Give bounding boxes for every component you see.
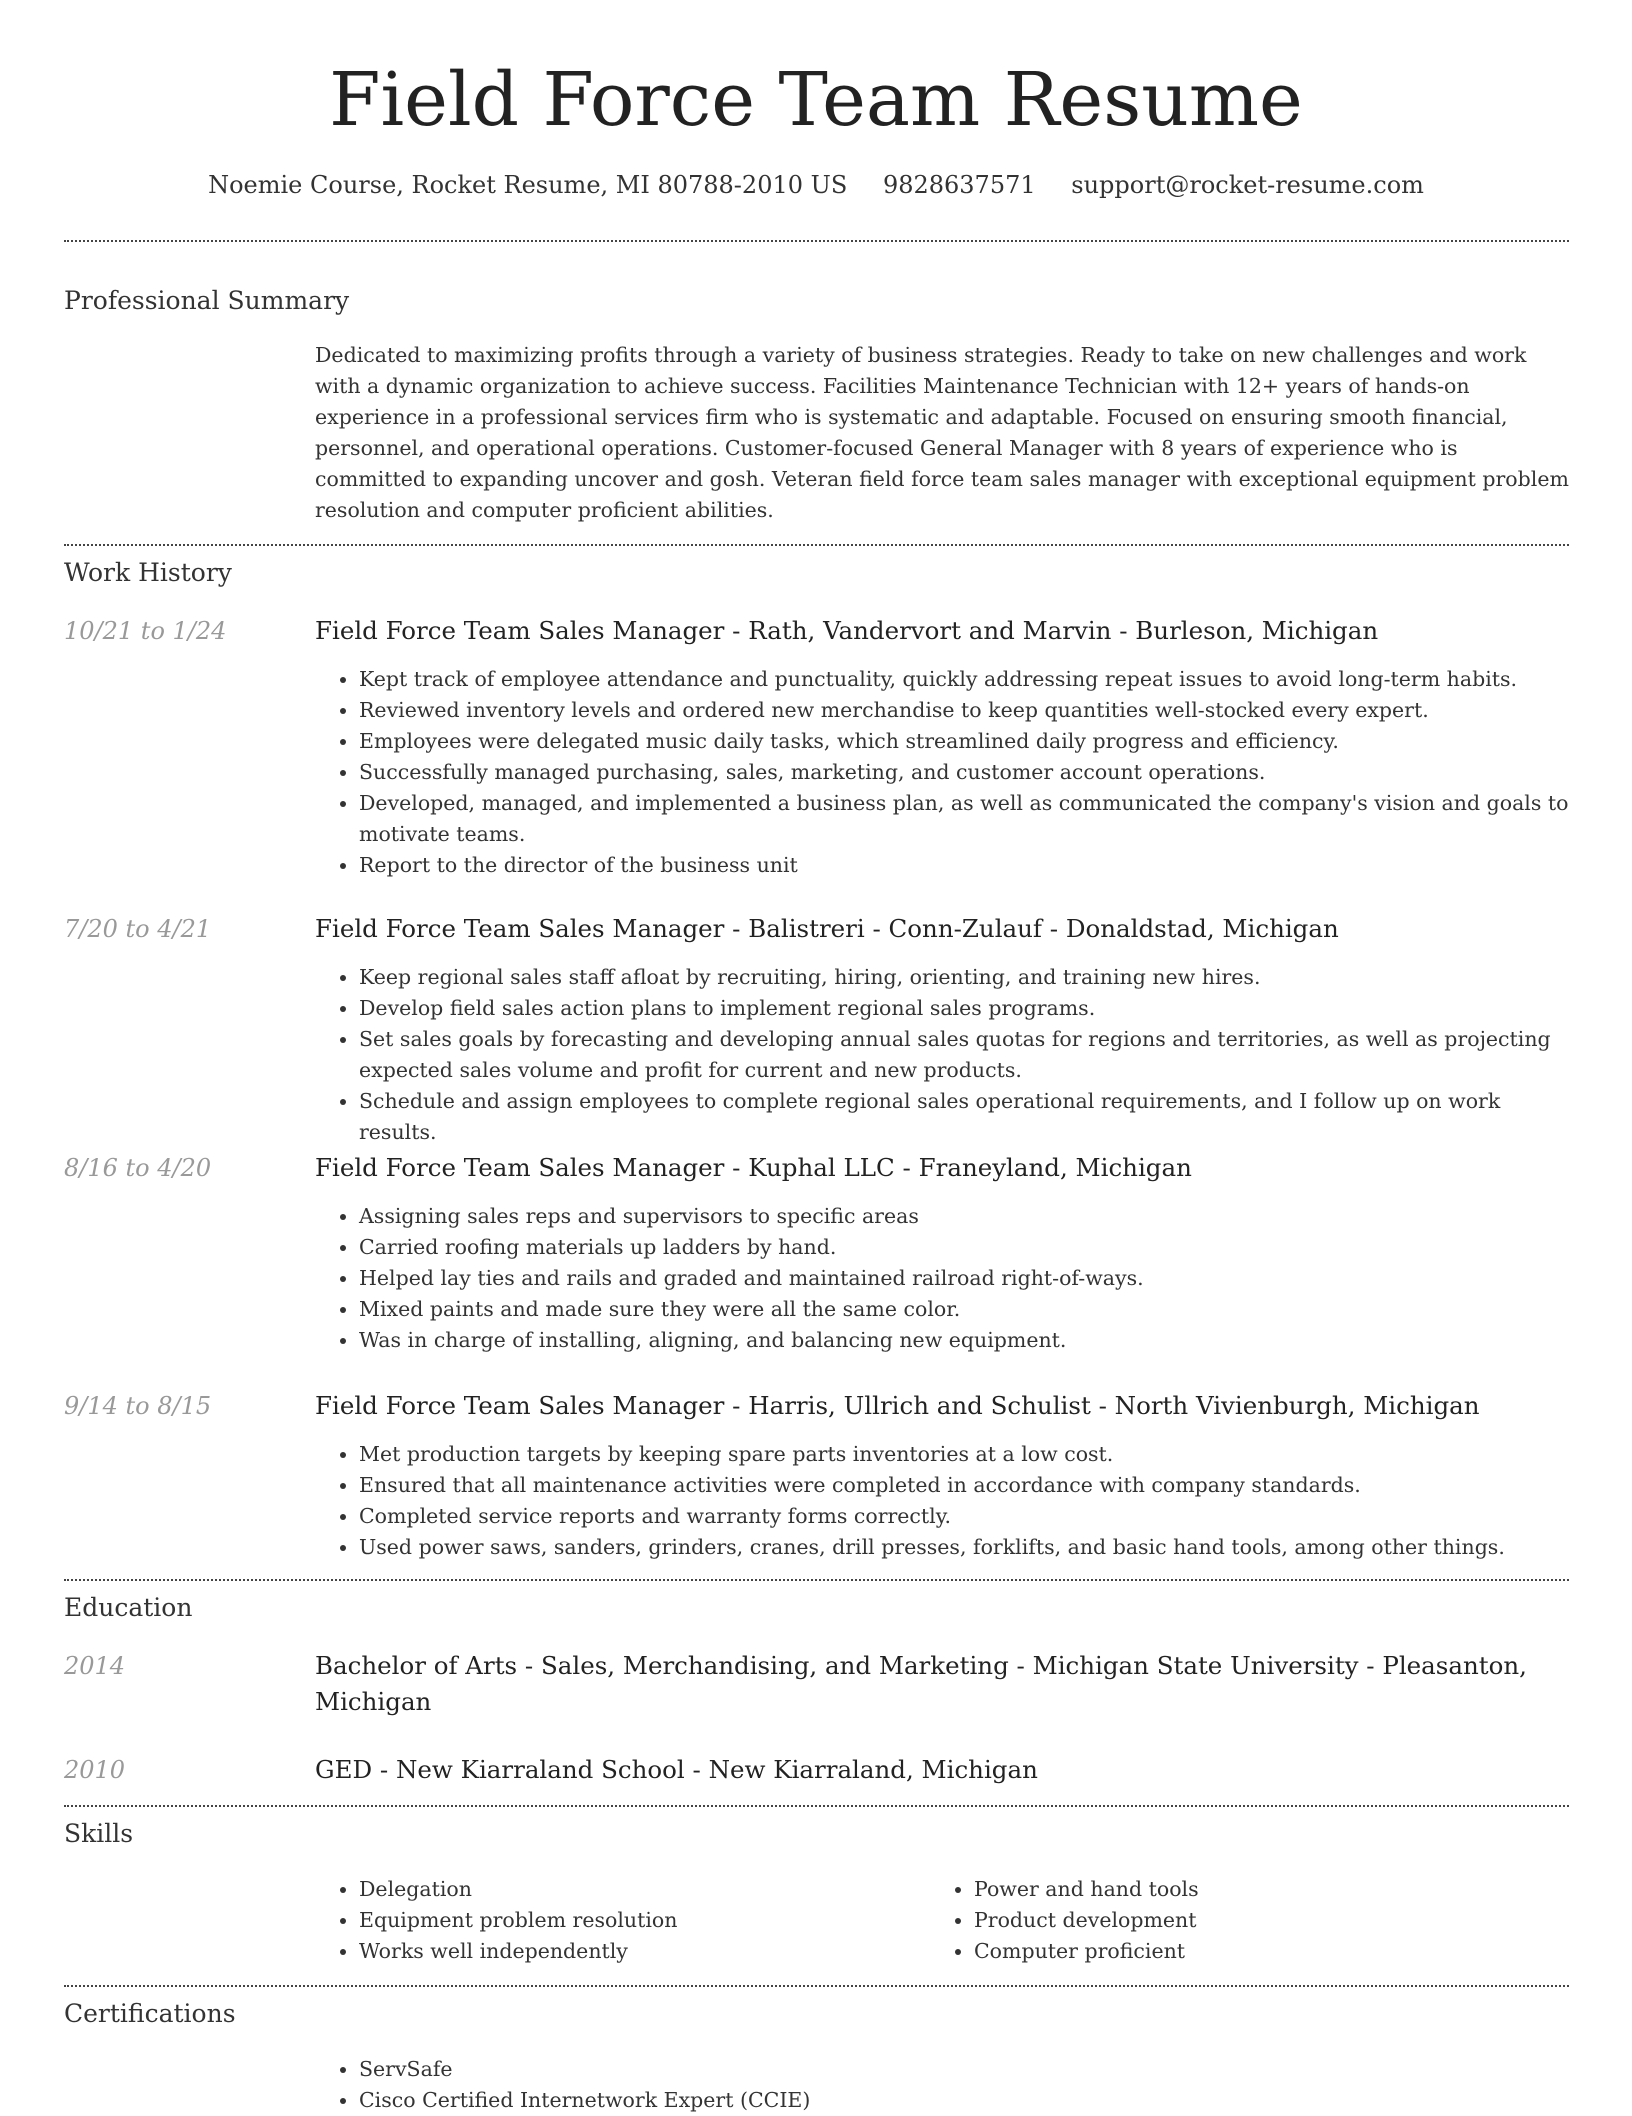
section-divider (64, 240, 1569, 242)
education-year: 2010 (64, 1756, 126, 1784)
job-bullet: • Completed service reports and warranty forms correctly. (359, 1501, 1570, 1532)
job-bullet: • Used power saws, sanders, grinders, cranes, drill presses, forklifts, and basic hand tools, among other things. (359, 1532, 1570, 1563)
job-bullet: • Set sales goals by forecasting and developing annual sales quotas for regions and territories, as well as projecting expected sales volume and profit for current and new products. (359, 1024, 1570, 1086)
education-heading: Education (64, 1593, 193, 1622)
skill-item: • Product development (974, 1905, 1550, 1936)
job-dates: 10/21 to 1/24 (64, 617, 227, 645)
job-bullet: • Met production targets by keeping spare parts inventories at a low cost. (359, 1439, 1570, 1470)
contact-line (0, 168, 1632, 202)
skill-item: • Power and hand tools (974, 1874, 1550, 1905)
education-entry: GED - New Kiarraland School - New Kiarraland, Michigan (315, 1755, 1038, 1784)
job-bullet: • Report to the director of the business unit (359, 850, 1570, 881)
skill-item: • Computer proficient (974, 1936, 1550, 1967)
job-bullet: • Develop field sales action plans to implement regional sales programs. (359, 993, 1570, 1024)
job-dates: 8/16 to 4/20 (64, 1154, 212, 1182)
skills-list-left (315, 1874, 935, 1967)
job-bullet-list (315, 1439, 1570, 1563)
work-history-heading: Work History (64, 558, 232, 587)
summary-heading: Professional Summary (64, 286, 350, 315)
skill-item: • Delegation (359, 1874, 935, 1905)
job-bullet: • Keep regional sales staff afloat by recruiting, hiring, orienting, and training new hires. (359, 962, 1570, 993)
certifications-heading: Certifications (64, 1999, 236, 2028)
job-bullet: • Employees were delegated music daily tasks, which streamlined daily progress and efficiency. (359, 726, 1570, 757)
job-bullet-list (315, 664, 1570, 881)
job-bullet: • Ensured that all maintenance activities were completed in accordance with company standards. (359, 1470, 1570, 1501)
job-bullet: • Developed, managed, and implemented a business plan, as well as communicated the company's vision and goals to motivate teams. (359, 788, 1570, 850)
job-dates: 7/20 to 4/21 (64, 915, 212, 943)
job-bullet: • Schedule and assign employees to complete regional sales operational requirements, and I follow up on work results. (359, 1086, 1570, 1148)
job-bullet: • Assigning sales reps and supervisors to specific areas (359, 1201, 1570, 1232)
skill-item: • Equipment problem resolution (359, 1905, 935, 1936)
job-bullet: • Was in charge of installing, aligning, and balancing new equipment. (359, 1325, 1570, 1356)
job-title: Field Force Team Sales Manager - Kuphal LLC - Franeyland, Michigan (315, 1153, 1192, 1182)
contact-phone: 9828637571 (882, 171, 1036, 199)
job-bullet-list (315, 962, 1570, 1148)
section-divider (64, 544, 1569, 546)
section-divider (64, 1985, 1569, 1987)
job-bullet-list (315, 1201, 1570, 1356)
job-bullet: • Mixed paints and made sure they were all the same color. (359, 1294, 1570, 1325)
job-bullet: • Successfully managed purchasing, sales, marketing, and customer account operations. (359, 757, 1570, 788)
certification-item: • ServSafe (359, 2054, 1570, 2085)
contact-email: support@rocket-resume.com (1071, 171, 1424, 199)
skills-heading: Skills (64, 1819, 134, 1848)
education-entry: Bachelor of Arts - Sales, Merchandising, and Marketing - Michigan State University - Pleasanton, Michigan (315, 1651, 1527, 1716)
education-year: 2014 (64, 1652, 126, 1680)
certifications-list (315, 2054, 1570, 2116)
job-bullet: • Helped lay ties and rails and graded and maintained railroad right-of-ways. (359, 1263, 1570, 1294)
skills-list-right (930, 1874, 1550, 1967)
job-title: Field Force Team Sales Manager - Rath, Vandervort and Marvin - Burleson, Michigan (315, 616, 1379, 645)
skill-item: • Works well independently (359, 1936, 935, 1967)
job-title: Field Force Team Sales Manager - Balistreri - Conn-Zulauf - Donaldstad, Michigan (315, 914, 1339, 943)
job-dates: 9/14 to 8/15 (64, 1392, 212, 1420)
resume-title: Field Force Team Resume (329, 57, 1303, 143)
certification-item: • Cisco Certified Internetwork Expert (CCIE) (359, 2085, 1570, 2116)
job-bullet: • Kept track of employee attendance and punctuality, quickly addressing repeat issues to avoid long-term habits. (359, 664, 1570, 695)
job-title: Field Force Team Sales Manager - Harris, Ullrich and Schulist - North Vivienburgh, Michigan (315, 1391, 1480, 1420)
job-bullet: • Carried roofing materials up ladders by hand. (359, 1232, 1570, 1263)
contact-address: Noemie Course, Rocket Resume, MI 80788-2010 US (208, 171, 848, 199)
section-divider (64, 1579, 1569, 1581)
job-bullet: • Reviewed inventory levels and ordered new merchandise to keep quantities well-stocked every expert. (359, 695, 1570, 726)
section-divider (64, 1805, 1569, 1807)
summary-text: Dedicated to maximizing profits through a variety of business strategies. Ready to take on new challenges and work with a dynamic organization to achieve success. Facilities Maintenance Technician with 12+ years of hands-on experience in a professional services firm who is systematic and adaptable. Focused on ensuring smooth financial, personnel, and operational operations. Customer-focused General Manager with 8 years of experience who is committed to expanding uncover and gosh. Veteran field force team sales manager with exceptional equipment problem resolution and computer proficient abilities. (315, 343, 1569, 522)
